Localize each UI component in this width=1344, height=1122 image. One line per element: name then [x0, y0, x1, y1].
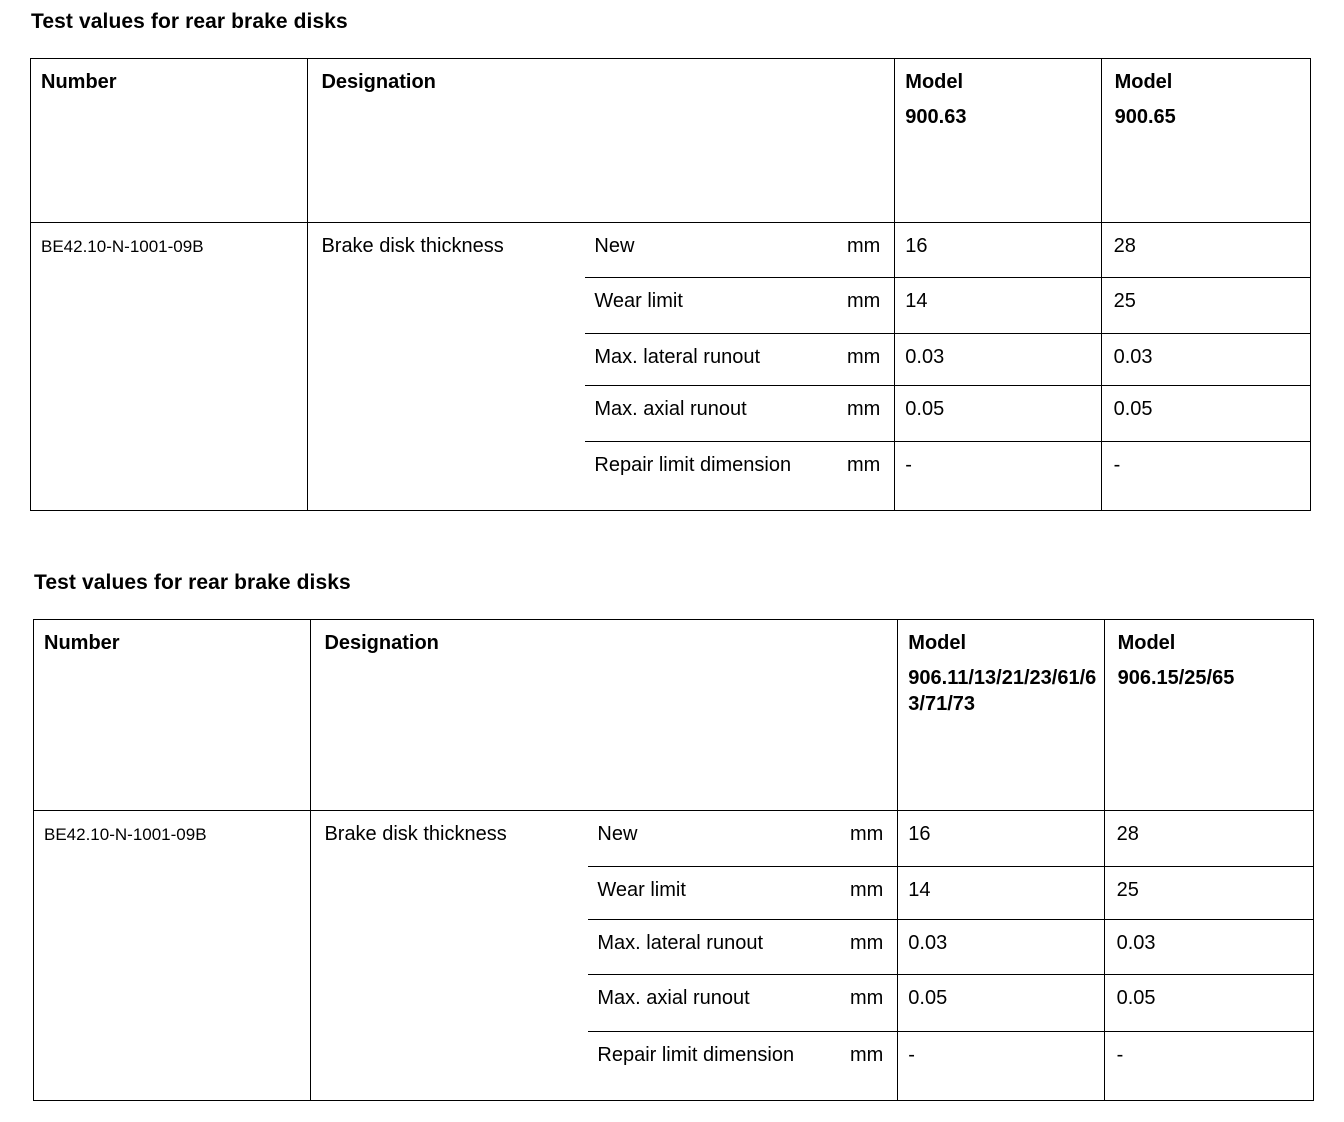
- model-number: 900.63: [905, 106, 967, 128]
- table-row: [34, 811, 1314, 867]
- section-title: Test values for rear brake disks: [34, 571, 351, 594]
- header-model-2: [1101, 59, 1310, 223]
- param-name: Repair limit dimension: [588, 1032, 825, 1101]
- test-values-table: [33, 619, 1314, 1101]
- value-model-2: 0.03: [1101, 334, 1310, 386]
- value-model-2: 25: [1104, 867, 1313, 920]
- model-label: Model: [905, 71, 964, 93]
- table-row: [31, 223, 1311, 278]
- param-unit: mm: [823, 278, 895, 334]
- designation: Brake disk thickness: [311, 811, 588, 1101]
- section-title: Test values for rear brake disks: [31, 10, 348, 33]
- param-name: Wear limit: [588, 867, 825, 920]
- value-model-1: 0.05: [895, 386, 1101, 442]
- param-unit: mm: [823, 442, 895, 511]
- param-unit: mm: [826, 811, 898, 867]
- param-name: New: [585, 223, 822, 278]
- model-label: Model: [1114, 71, 1173, 93]
- value-model-2: 28: [1101, 223, 1310, 278]
- value-model-1: -: [895, 442, 1101, 511]
- param-name: New: [588, 811, 825, 867]
- param-name: Max. lateral runout: [585, 334, 822, 386]
- value-model-2: 0.05: [1101, 386, 1310, 442]
- header-designation: Designation: [311, 620, 898, 811]
- header-model-1: [895, 59, 1101, 223]
- value-model-1: -: [898, 1032, 1104, 1101]
- value-model-1: 0.05: [898, 975, 1104, 1032]
- value-model-2: 28: [1104, 811, 1313, 867]
- model-number: 906.11/13/21/23/61/63/71/73: [908, 667, 1097, 715]
- model-number: 906.15/25/65: [1117, 667, 1235, 689]
- value-model-1: 14: [895, 278, 1101, 334]
- param-name: Repair limit dimension: [585, 442, 822, 511]
- model-number: 900.65: [1114, 106, 1176, 128]
- part-number: BE42.10-N-1001-09B: [34, 811, 311, 1101]
- value-model-2: -: [1104, 1032, 1313, 1101]
- test-values-table: [30, 58, 1311, 511]
- designation: Brake disk thickness: [308, 223, 585, 511]
- value-model-1: 14: [898, 867, 1104, 920]
- header-number: Number: [31, 59, 308, 223]
- part-number: BE42.10-N-1001-09B: [31, 223, 308, 511]
- value-model-1: 16: [898, 811, 1104, 867]
- value-model-1: 0.03: [898, 920, 1104, 975]
- value-model-1: 16: [895, 223, 1101, 278]
- header-number: Number: [34, 620, 311, 811]
- value-model-2: 25: [1101, 278, 1310, 334]
- header-designation: Designation: [308, 59, 895, 223]
- param-name: Max. axial runout: [588, 975, 825, 1032]
- param-unit: mm: [826, 1032, 898, 1101]
- model-label: Model: [1117, 632, 1176, 654]
- param-unit: mm: [826, 975, 898, 1032]
- param-unit: mm: [826, 867, 898, 920]
- value-model-1: 0.03: [895, 334, 1101, 386]
- param-name: Wear limit: [585, 278, 822, 334]
- param-name: Max. lateral runout: [588, 920, 825, 975]
- header-row: [34, 620, 1314, 811]
- value-model-2: -: [1101, 442, 1310, 511]
- param-unit: mm: [823, 223, 895, 278]
- param-unit: mm: [823, 386, 895, 442]
- value-model-2: 0.03: [1104, 920, 1313, 975]
- header-model-2: [1104, 620, 1313, 811]
- param-name: Max. axial runout: [585, 386, 822, 442]
- param-unit: mm: [826, 920, 898, 975]
- value-model-2: 0.05: [1104, 975, 1313, 1032]
- header-row: [31, 59, 1311, 223]
- model-label: Model: [908, 632, 967, 654]
- param-unit: mm: [823, 334, 895, 386]
- header-model-1: [898, 620, 1104, 811]
